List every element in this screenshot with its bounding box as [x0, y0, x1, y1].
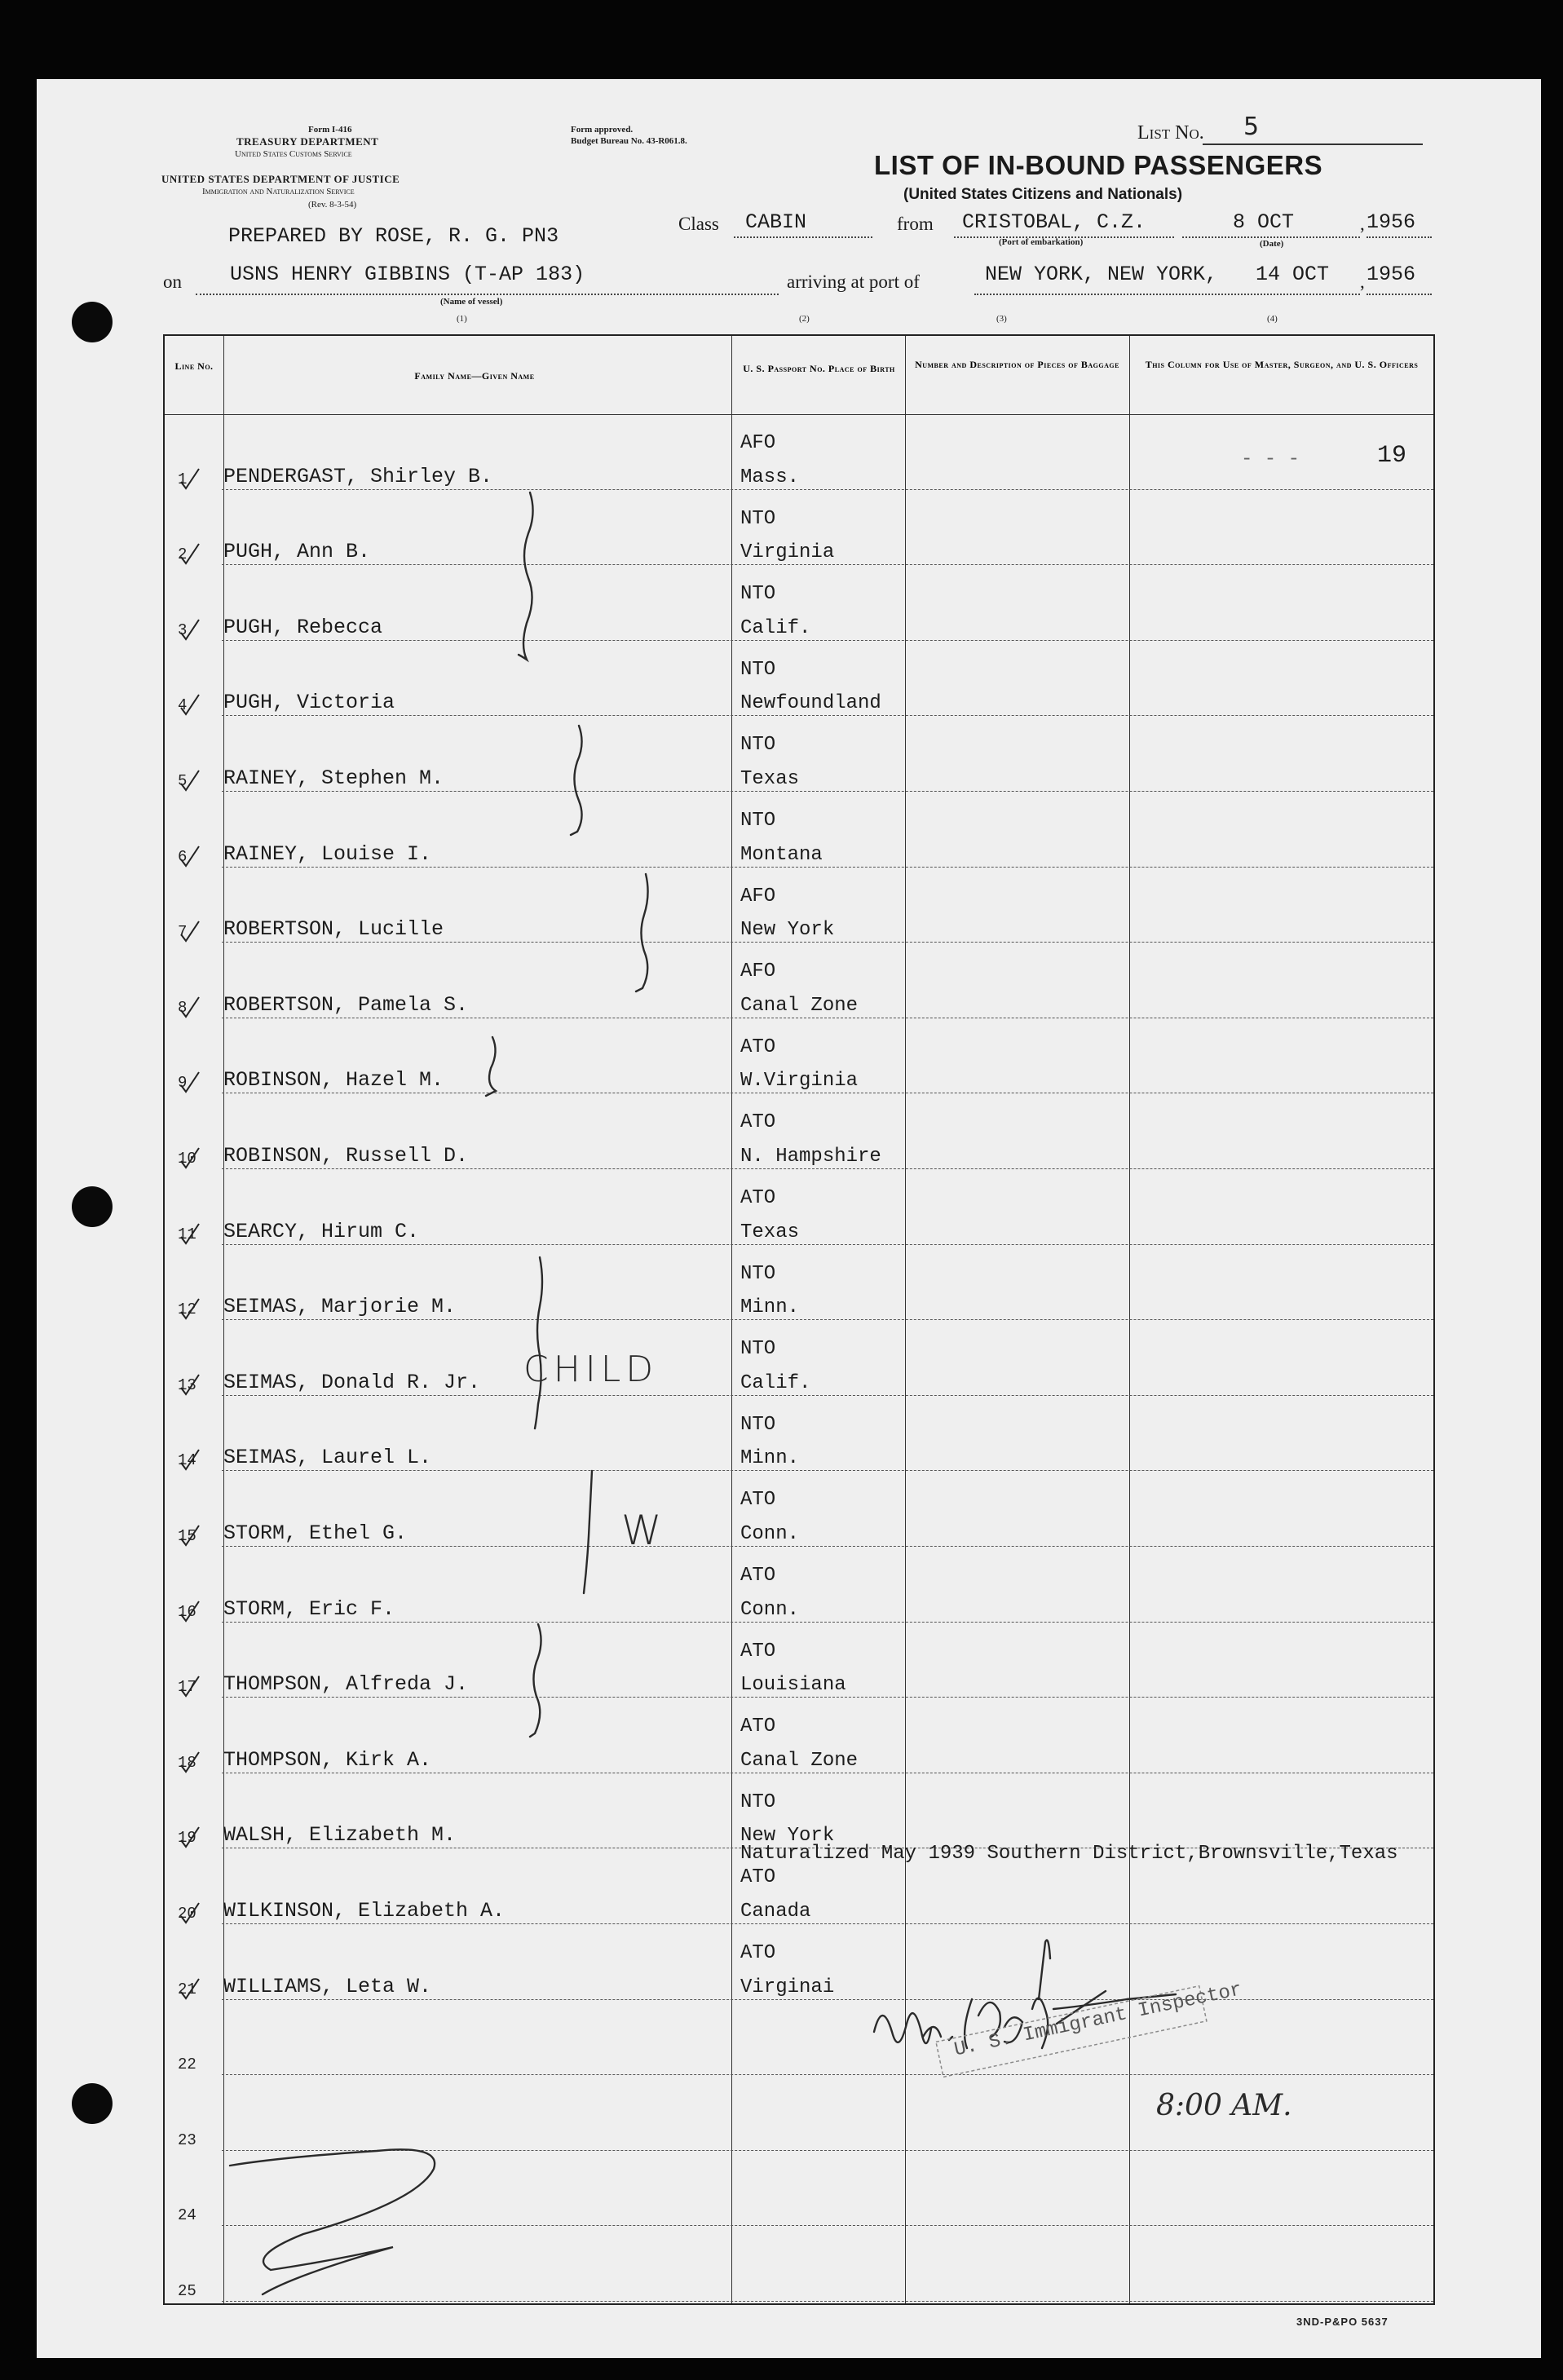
child-note: CHILD	[523, 1349, 659, 1390]
line-number: 16	[178, 1602, 196, 1621]
prepared-by: PREPARED BY ROSE, R. G. PN3	[228, 224, 559, 248]
passenger-name: ROBINSON, Russell D.	[223, 1143, 469, 1168]
check-mark-icon	[179, 1675, 201, 1698]
class-line	[734, 236, 872, 238]
vessel-name: USNS HENRY GIBBINS (T-AP 183)	[230, 263, 585, 286]
table-row	[165, 1773, 1433, 1849]
arrival-date: 14 OCT	[1256, 263, 1330, 286]
table-row	[165, 716, 1433, 792]
class-value: CABIN	[745, 210, 807, 234]
passport-code: AFO	[740, 432, 776, 454]
passport-code: NTO	[740, 507, 776, 530]
arrival-port: NEW YORK, NEW YORK,	[985, 263, 1218, 286]
passport-code: ATO	[740, 1035, 776, 1058]
table-row	[165, 1245, 1433, 1321]
passport-code: NTO	[740, 1262, 776, 1285]
place-of-birth: Virginia	[740, 541, 835, 564]
passenger-name: ROBINSON, Hazel M.	[223, 1068, 444, 1093]
line-number: 20	[178, 1904, 196, 1923]
passenger-name: SEIMAS, Donald R. Jr.	[223, 1370, 481, 1394]
place-of-birth: Mass.	[740, 466, 800, 488]
col-num-4: (4)	[1267, 314, 1278, 324]
passport-code: ATO	[740, 1942, 776, 1964]
table-row	[165, 1471, 1433, 1547]
departure-year-comma: ,	[1360, 214, 1365, 234]
check-mark-icon	[179, 693, 201, 716]
col-header-line-no: Line No.	[174, 360, 214, 372]
table-row	[165, 2226, 1433, 2302]
place-of-birth: Minn.	[740, 1447, 800, 1470]
check-mark-icon	[179, 920, 201, 943]
place-of-birth: Louisiana	[740, 1674, 846, 1697]
passport-code: NTO	[740, 1413, 776, 1436]
from-label: from	[897, 214, 934, 234]
line-number: 10	[178, 1149, 196, 1168]
check-mark-icon	[179, 1524, 201, 1547]
passenger-name: SEARCY, Hirum C.	[223, 1219, 420, 1243]
table-row	[165, 2151, 1433, 2227]
place-of-birth: New York	[740, 919, 835, 942]
check-mark-icon	[179, 1901, 201, 1924]
passenger-table	[163, 334, 1435, 2305]
passenger-name: STORM, Ethel G.	[223, 1521, 408, 1545]
check-mark-icon	[179, 1222, 201, 1245]
check-mark-icon	[179, 1600, 201, 1623]
line-number: 23	[178, 2131, 196, 2149]
passenger-name: ROBERTSON, Pamela S.	[223, 992, 469, 1017]
line-number: 22	[178, 2055, 196, 2074]
passport-code: ATO	[740, 1187, 776, 1209]
col-num-2: (2)	[799, 314, 810, 324]
passenger-name: PENDERGAST, Shirley B.	[223, 464, 493, 488]
budget-bureau: Budget Bureau No. 43-R061.8.	[571, 136, 687, 146]
line-number: 11	[178, 1225, 196, 1243]
passport-code: NTO	[740, 583, 776, 606]
treasury-dept: TREASURY DEPARTMENT	[236, 135, 379, 148]
line-number: 4	[178, 696, 188, 715]
col-header-name: Family Name—Given Name	[414, 370, 535, 382]
passport-code: ATO	[740, 1640, 776, 1662]
officer-dashes: - - -	[1241, 448, 1300, 470]
place-of-birth: Canal Zone	[740, 1749, 859, 1772]
passport-code: NTO	[740, 810, 776, 832]
passenger-name: WILLIAMS, Leta W.	[223, 1974, 432, 1998]
rev-date: (Rev. 8-3-54)	[308, 200, 357, 210]
place-of-birth: Conn.	[740, 1522, 800, 1545]
list-no-line	[1203, 144, 1423, 145]
place-of-birth: W.Virginia	[740, 1070, 859, 1093]
table-row	[165, 1698, 1433, 1773]
check-mark-icon	[179, 1373, 201, 1396]
line-number: 1	[178, 470, 188, 488]
punch-hole-middle	[72, 1186, 113, 1227]
place-of-birth: New York	[740, 1825, 835, 1848]
check-mark-icon	[179, 845, 201, 868]
table-row	[165, 490, 1433, 566]
place-of-birth: Canada	[740, 1900, 811, 1923]
passport-code: AFO	[740, 960, 776, 983]
on-label: on	[163, 272, 182, 292]
passenger-name: RAINEY, Stephen M.	[223, 766, 444, 790]
table-row	[165, 1320, 1433, 1396]
arrival-line	[974, 294, 1360, 295]
passport-code: NTO	[740, 1338, 776, 1361]
passport-code: NTO	[740, 658, 776, 681]
line-number: 17	[178, 1678, 196, 1697]
table-row	[165, 943, 1433, 1018]
stamp-text: U. S. Immigrant Inspector	[952, 1979, 1244, 2062]
check-mark-icon	[179, 1071, 201, 1093]
check-mark-icon	[179, 467, 201, 490]
line-number: 7	[178, 923, 188, 942]
arriving-label: arriving at port of	[787, 272, 920, 292]
officer-mark: 19	[1377, 442, 1407, 470]
place-of-birth: Texas	[740, 767, 800, 790]
place-of-birth: Calif.	[740, 616, 811, 639]
table-row	[165, 1169, 1433, 1245]
check-mark-icon	[179, 618, 201, 641]
arrival-year-line	[1367, 294, 1432, 295]
departure-year: 1956	[1367, 210, 1416, 234]
table-row	[165, 1547, 1433, 1623]
passport-code: ATO	[740, 1489, 776, 1512]
form-subtitle: (United States Citizens and Nationals)	[903, 186, 1183, 203]
line-number: 9	[178, 1074, 188, 1093]
col-header-officers: This Column for Use of Master, Surgeon, and U. S. Officers	[1145, 359, 1419, 370]
passenger-name: SEIMAS, Laurel L.	[223, 1446, 432, 1470]
check-mark-icon	[179, 1826, 201, 1848]
line-number: 12	[178, 1300, 196, 1319]
place-of-birth: Canal Zone	[740, 994, 859, 1017]
passport-code: AFO	[740, 885, 776, 907]
passport-code: ATO	[740, 1715, 776, 1738]
passenger-name: PUGH, Rebecca	[223, 615, 383, 639]
vessel-caption: (Name of vessel)	[440, 297, 503, 307]
passenger-name: STORM, Eric F.	[223, 1596, 395, 1621]
passenger-name: RAINEY, Louise I.	[223, 841, 432, 866]
time-note: 8:00 AM.	[1156, 2089, 1292, 2122]
col-num-3: (3)	[996, 314, 1007, 324]
punch-hole-bottom	[72, 2083, 113, 2124]
naturalized-note: Naturalized May 1939 Southern District,Brownsville,Texas	[740, 1843, 1398, 1865]
passenger-name: SEIMAS, Marjorie M.	[223, 1295, 457, 1319]
form-title: LIST OF IN-BOUND PASSENGERS	[874, 150, 1323, 180]
check-mark-icon	[179, 996, 201, 1018]
line-number: 2	[178, 545, 188, 564]
port-of-embarkation: CRISTOBAL, C.Z.	[962, 210, 1146, 234]
passenger-name: ROBERTSON, Lucille	[223, 917, 444, 942]
arrival-year: 1956	[1367, 263, 1416, 286]
form-approved: Form approved.	[571, 125, 634, 135]
table-row	[165, 565, 1433, 641]
place-of-birth: Calif.	[740, 1371, 811, 1394]
table-row	[165, 1623, 1433, 1698]
passport-code: ATO	[740, 1866, 776, 1889]
punch-hole-top	[72, 302, 113, 342]
list-no-label: List No.	[1137, 122, 1204, 144]
check-mark-icon	[179, 1977, 201, 2000]
footer-code: 3ND-P&PO 5637	[1296, 2316, 1389, 2328]
form-number: Form I-416	[308, 125, 352, 135]
table-row	[165, 641, 1433, 717]
line-number: 8	[178, 998, 188, 1017]
check-mark-icon	[179, 769, 201, 792]
place-of-birth: Montana	[740, 843, 823, 866]
check-mark-icon	[179, 1297, 201, 1320]
port-caption: (Port of embarkation)	[999, 237, 1084, 247]
justice-dept: UNITED STATES DEPARTMENT OF JUSTICE	[161, 173, 400, 185]
departure-date: 8 OCT	[1233, 210, 1295, 234]
place-of-birth: Minn.	[740, 1296, 800, 1319]
col-header-passport: U. S. Passport No. Place of Birth	[743, 363, 895, 374]
table-row	[165, 2000, 1433, 2076]
passenger-name: PUGH, Ann B.	[223, 540, 371, 564]
table-row	[165, 1093, 1433, 1169]
col-header-baggage: Number and Description of Pieces of Baggage	[915, 359, 1119, 370]
line-number: 15	[178, 1526, 196, 1545]
ins-service: Immigration and Naturalization Service	[202, 187, 355, 196]
line-number: 14	[178, 1451, 196, 1470]
passenger-name: PUGH, Victoria	[223, 691, 395, 715]
table-row	[165, 1924, 1433, 2000]
passenger-name: THOMPSON, Alfreda J.	[223, 1672, 469, 1697]
place-of-birth: Newfoundland	[740, 692, 881, 715]
class-label: Class	[678, 214, 719, 234]
line-number: 3	[178, 620, 188, 639]
customs-service: United States Customs Service	[235, 149, 352, 159]
check-mark-icon	[179, 1448, 201, 1471]
line-number: 5	[178, 771, 188, 790]
check-mark-icon	[179, 1751, 201, 1773]
check-mark-icon	[179, 542, 201, 565]
table-row	[165, 868, 1433, 943]
table-row	[165, 792, 1433, 868]
passport-code: NTO	[740, 1791, 776, 1813]
place-of-birth: Conn.	[740, 1598, 800, 1621]
year-line	[1367, 236, 1432, 238]
place-of-birth: Texas	[740, 1221, 800, 1243]
arrival-year-comma: ,	[1360, 272, 1365, 292]
col-num-1: (1)	[457, 314, 467, 324]
row-rule	[222, 2301, 1433, 2302]
line-number: 18	[178, 1753, 196, 1772]
passport-code: ATO	[740, 1111, 776, 1134]
place-of-birth: Virginai	[740, 1976, 835, 1998]
list-no-value: 5	[1243, 113, 1260, 141]
date-caption: (Date)	[1260, 239, 1284, 249]
vessel-line	[196, 294, 779, 295]
line-number: 13	[178, 1375, 196, 1394]
line-number: 6	[178, 847, 188, 866]
check-mark-icon	[179, 1146, 201, 1169]
w-note: W	[621, 1507, 662, 1554]
line-number: 25	[178, 2281, 196, 2300]
line-number: 24	[178, 2206, 196, 2225]
passenger-name: THOMPSON, Kirk A.	[223, 1747, 432, 1772]
place-of-birth: N. Hampshire	[740, 1145, 881, 1168]
passenger-name: WALSH, Elizabeth M.	[223, 1823, 457, 1848]
line-number: 19	[178, 1829, 196, 1848]
passenger-name: WILKINSON, Elizabeth A.	[223, 1898, 506, 1923]
passport-code: ATO	[740, 1565, 776, 1587]
passport-code: NTO	[740, 734, 776, 757]
table-row	[165, 1396, 1433, 1472]
line-number: 21	[178, 1980, 196, 1998]
table-row	[165, 1018, 1433, 1094]
